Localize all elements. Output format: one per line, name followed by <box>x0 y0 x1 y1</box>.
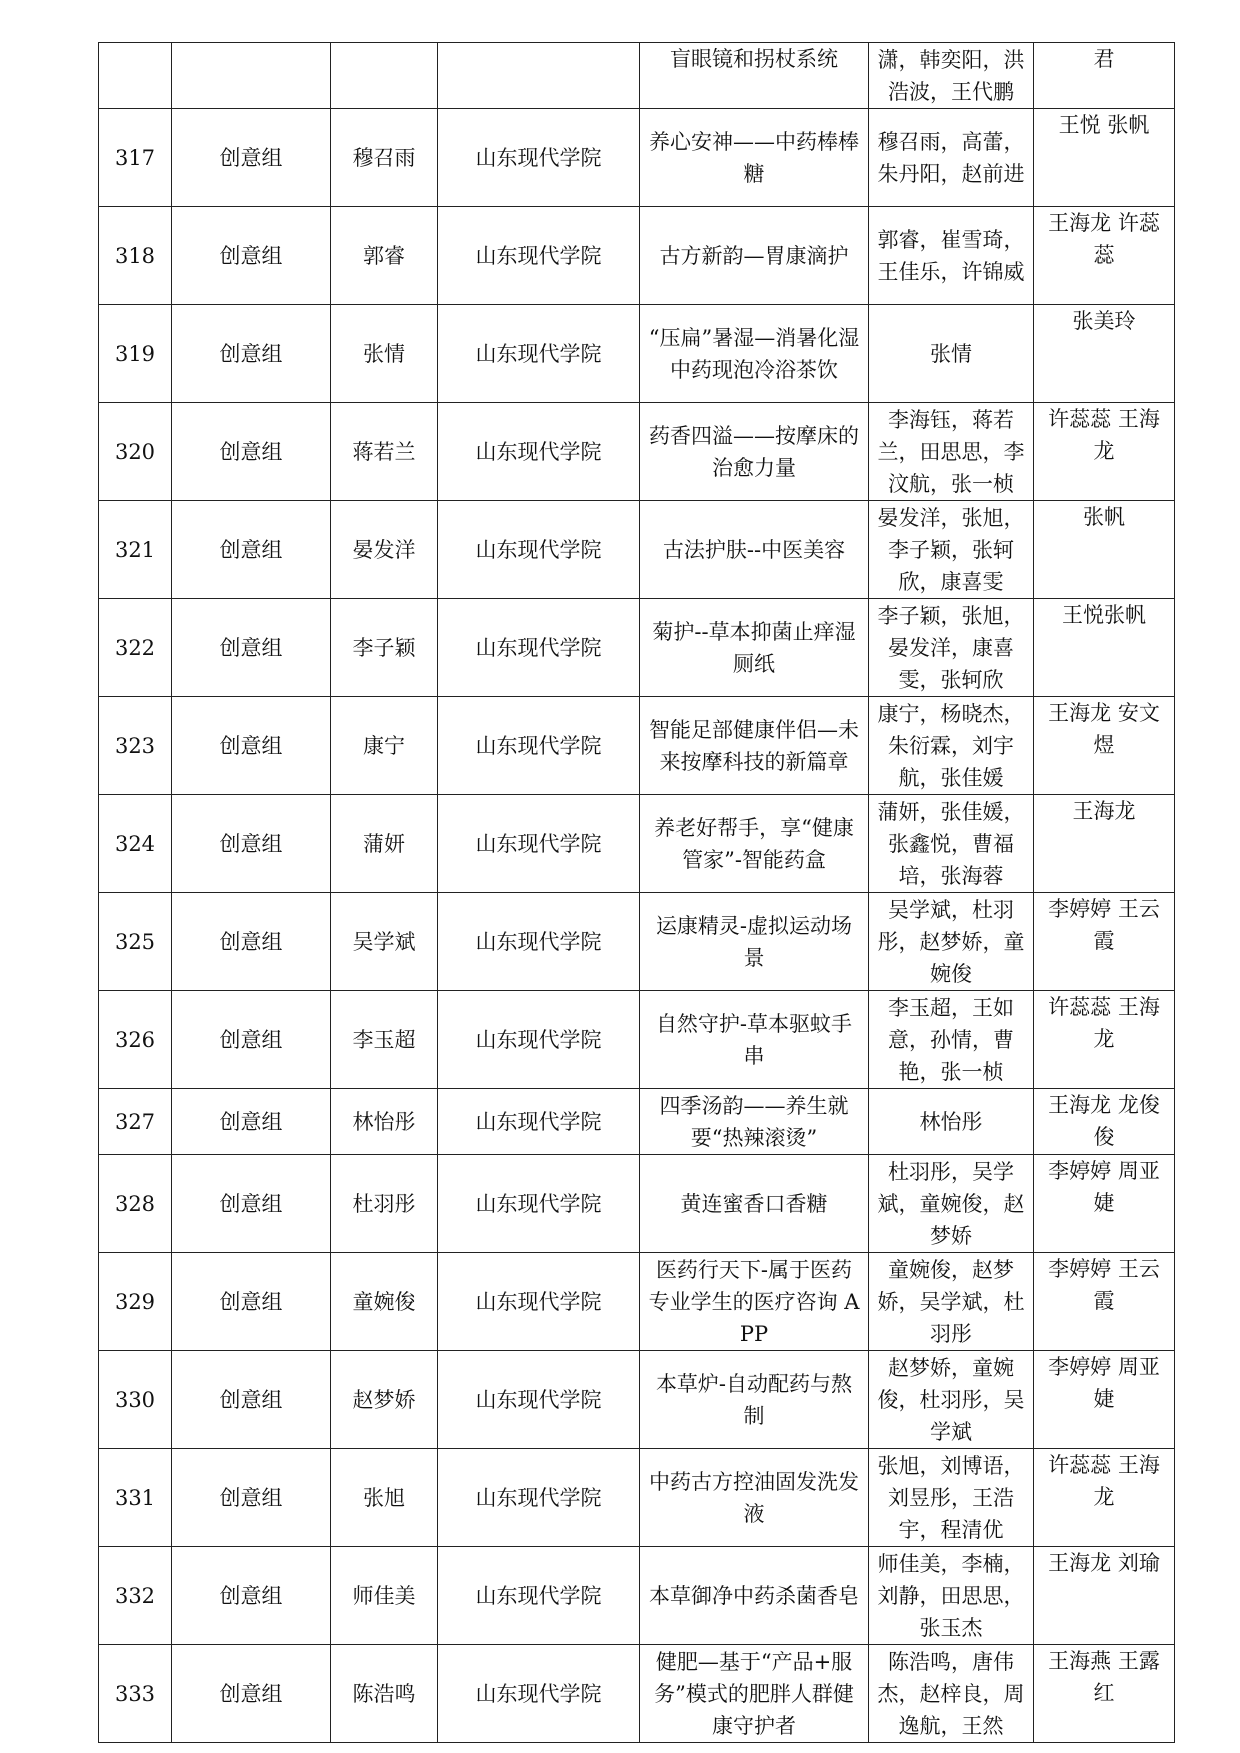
project-title-cell: 古方新韵—胃康滴护 <box>640 207 869 305</box>
advisor-cell: 李婷婷 周亚婕 <box>1034 1351 1175 1449</box>
project-title-cell: 盲眼镜和拐杖系统 <box>640 43 869 109</box>
entry-number-cell: 320 <box>99 403 172 501</box>
school-cell: 山东现代学院 <box>438 697 640 795</box>
advisor-cell: 许蕊蕊 王海龙 <box>1034 1449 1175 1547</box>
entry-number-cell: 332 <box>99 1547 172 1645</box>
project-title-cell: 古法护肤--中医美容 <box>640 501 869 599</box>
entry-number-cell: 331 <box>99 1449 172 1547</box>
leader-cell <box>331 43 438 109</box>
entry-number-cell: 319 <box>99 305 172 403</box>
table-row <box>99 403 1175 501</box>
members-cell: 康宁，杨晓杰，朱衍霖，刘宇航，张佳媛 <box>869 697 1034 795</box>
entry-number-cell: 318 <box>99 207 172 305</box>
entry-number-cell: 327 <box>99 1089 172 1155</box>
members-cell: 穆召雨，高蕾，朱丹阳，赵前进 <box>869 109 1034 207</box>
leader-cell: 郭睿 <box>331 207 438 305</box>
table-row <box>99 1155 1175 1253</box>
table-row <box>99 1253 1175 1351</box>
school-cell: 山东现代学院 <box>438 893 640 991</box>
project-title-cell: 四季汤韵——养生就要“热辣滚烫” <box>640 1089 869 1155</box>
school-cell: 山东现代学院 <box>438 1351 640 1449</box>
members-cell: 赵梦娇，童婉俊，杜羽彤，吴学斌 <box>869 1351 1034 1449</box>
group-cell: 创意组 <box>172 109 331 207</box>
leader-cell: 李子颖 <box>331 599 438 697</box>
table-row <box>99 1645 1175 1743</box>
project-title-cell: 本草炉-自动配药与熬制 <box>640 1351 869 1449</box>
group-cell: 创意组 <box>172 1089 331 1155</box>
group-cell: 创意组 <box>172 1449 331 1547</box>
school-cell: 山东现代学院 <box>438 1089 640 1155</box>
group-cell: 创意组 <box>172 991 331 1089</box>
school-cell <box>438 43 640 109</box>
advisor-cell: 王海龙 许蕊蕊 <box>1034 207 1175 305</box>
leader-cell: 张情 <box>331 305 438 403</box>
advisor-cell: 许蕊蕊 王海龙 <box>1034 403 1175 501</box>
advisor-cell: 张帆 <box>1034 501 1175 599</box>
table-row <box>99 305 1175 403</box>
school-cell: 山东现代学院 <box>438 991 640 1089</box>
leader-cell: 童婉俊 <box>331 1253 438 1351</box>
leader-cell: 师佳美 <box>331 1547 438 1645</box>
members-cell: 杜羽彤，吴学斌，童婉俊，赵梦娇 <box>869 1155 1034 1253</box>
entry-number-cell: 324 <box>99 795 172 893</box>
leader-cell: 蒲妍 <box>331 795 438 893</box>
project-title-cell: 运康精灵-虚拟运动场景 <box>640 893 869 991</box>
table-row <box>99 697 1175 795</box>
leader-cell: 林怡彤 <box>331 1089 438 1155</box>
members-cell: 张旭，刘博语，刘昱彤，王浩宇，程清优 <box>869 1449 1034 1547</box>
group-cell: 创意组 <box>172 305 331 403</box>
members-cell: 童婉俊，赵梦娇，吴学斌，杜羽彤 <box>869 1253 1034 1351</box>
members-cell: 李玉超，王如意，孙情，曹艳，张一桢 <box>869 991 1034 1089</box>
members-cell: 潇，韩奕阳，洪浩波，王代鹏 <box>869 43 1034 109</box>
leader-cell: 康宁 <box>331 697 438 795</box>
school-cell: 山东现代学院 <box>438 1253 640 1351</box>
advisor-cell: 许蕊蕊 王海龙 <box>1034 991 1175 1089</box>
advisor-cell: 君 <box>1034 43 1175 109</box>
entry-number-cell <box>99 43 172 109</box>
table-row <box>99 599 1175 697</box>
table-row <box>99 1547 1175 1645</box>
members-cell: 陈浩鸣，唐伟杰，赵梓良，周逸航，王然 <box>869 1645 1034 1743</box>
advisor-cell: 李婷婷 王云霞 <box>1034 893 1175 991</box>
school-cell: 山东现代学院 <box>438 599 640 697</box>
entry-number-cell: 328 <box>99 1155 172 1253</box>
advisor-cell: 王海龙 安文煜 <box>1034 697 1175 795</box>
school-cell: 山东现代学院 <box>438 109 640 207</box>
table-row <box>99 109 1175 207</box>
group-cell: 创意组 <box>172 1253 331 1351</box>
table-row <box>99 991 1175 1089</box>
leader-cell: 穆召雨 <box>331 109 438 207</box>
group-cell: 创意组 <box>172 1645 331 1743</box>
members-cell: 晏发洋，张旭，李子颖，张轲欣，康喜雯 <box>869 501 1034 599</box>
leader-cell: 晏发洋 <box>331 501 438 599</box>
entry-number-cell: 323 <box>99 697 172 795</box>
project-title-cell: 健肥—基于“产品+服务”模式的肥胖人群健康守护者 <box>640 1645 869 1743</box>
advisor-cell: 王海龙 刘瑜 <box>1034 1547 1175 1645</box>
advisor-cell: 王海龙 <box>1034 795 1175 893</box>
group-cell: 创意组 <box>172 599 331 697</box>
group-cell: 创意组 <box>172 795 331 893</box>
advisor-cell: 王海龙 龙俊俊 <box>1034 1089 1175 1155</box>
members-cell: 吴学斌，杜羽彤，赵梦娇，童婉俊 <box>869 893 1034 991</box>
school-cell: 山东现代学院 <box>438 1547 640 1645</box>
project-title-cell: 养心安神——中药棒棒糖 <box>640 109 869 207</box>
members-cell: 李子颖，张旭，晏发洋，康喜雯，张轲欣 <box>869 599 1034 697</box>
school-cell: 山东现代学院 <box>438 501 640 599</box>
advisor-cell: 李婷婷 周亚婕 <box>1034 1155 1175 1253</box>
advisor-cell: 李婷婷 王云霞 <box>1034 1253 1175 1351</box>
project-title-cell: 中药古方控油固发洗发液 <box>640 1449 869 1547</box>
school-cell: 山东现代学院 <box>438 795 640 893</box>
entry-number-cell: 317 <box>99 109 172 207</box>
advisor-cell: 张美玲 <box>1034 305 1175 403</box>
group-cell: 创意组 <box>172 501 331 599</box>
project-title-cell: 医药行天下-属于医药专业学生的医疗咨询 APP <box>640 1253 869 1351</box>
members-cell: 郭睿，崔雪琦，王佳乐，许锦威 <box>869 207 1034 305</box>
group-cell <box>172 43 331 109</box>
group-cell: 创意组 <box>172 207 331 305</box>
table-row <box>99 795 1175 893</box>
school-cell: 山东现代学院 <box>438 1155 640 1253</box>
project-title-cell: 智能足部健康伴侣—未来按摩科技的新篇章 <box>640 697 869 795</box>
school-cell: 山东现代学院 <box>438 305 640 403</box>
project-title-cell: 养老好帮手，享“健康管家”-智能药盒 <box>640 795 869 893</box>
entry-number-cell: 333 <box>99 1645 172 1743</box>
entry-number-cell: 322 <box>99 599 172 697</box>
project-title-cell: 本草御净中药杀菌香皂 <box>640 1547 869 1645</box>
project-title-cell: 菊护--草本抑菌止痒湿厕纸 <box>640 599 869 697</box>
leader-cell: 杜羽彤 <box>331 1155 438 1253</box>
table-row <box>99 1351 1175 1449</box>
school-cell: 山东现代学院 <box>438 1449 640 1547</box>
group-cell: 创意组 <box>172 1351 331 1449</box>
school-cell: 山东现代学院 <box>438 403 640 501</box>
leader-cell: 蒋若兰 <box>331 403 438 501</box>
members-cell: 李海钰，蒋若兰，田思思，李汶航，张一桢 <box>869 403 1034 501</box>
award-roster-table <box>98 42 1175 1743</box>
group-cell: 创意组 <box>172 1155 331 1253</box>
members-cell: 林怡彤 <box>869 1089 1034 1155</box>
project-title-cell: “压扁”暑湿—消暑化湿中药现泡冷浴茶饮 <box>640 305 869 403</box>
leader-cell: 李玉超 <box>331 991 438 1089</box>
leader-cell: 赵梦娇 <box>331 1351 438 1449</box>
project-title-cell: 药香四溢——按摩床的治愈力量 <box>640 403 869 501</box>
entry-number-cell: 321 <box>99 501 172 599</box>
group-cell: 创意组 <box>172 893 331 991</box>
leader-cell: 陈浩鸣 <box>331 1645 438 1743</box>
table-row <box>99 207 1175 305</box>
group-cell: 创意组 <box>172 697 331 795</box>
school-cell: 山东现代学院 <box>438 207 640 305</box>
leader-cell: 张旭 <box>331 1449 438 1547</box>
table-row <box>99 43 1175 109</box>
group-cell: 创意组 <box>172 403 331 501</box>
entry-number-cell: 325 <box>99 893 172 991</box>
members-cell: 张情 <box>869 305 1034 403</box>
members-cell: 蒲妍，张佳媛，张鑫悦，曹福培，张海蓉 <box>869 795 1034 893</box>
table-row <box>99 1089 1175 1155</box>
project-title-cell: 黄连蜜香口香糖 <box>640 1155 869 1253</box>
group-cell: 创意组 <box>172 1547 331 1645</box>
table-row <box>99 1449 1175 1547</box>
roster-body <box>99 43 1175 1743</box>
leader-cell: 吴学斌 <box>331 893 438 991</box>
members-cell: 师佳美，李楠，刘静，田思思，张玉杰 <box>869 1547 1034 1645</box>
table-row <box>99 893 1175 991</box>
entry-number-cell: 329 <box>99 1253 172 1351</box>
advisor-cell: 王悦张帆 <box>1034 599 1175 697</box>
entry-number-cell: 326 <box>99 991 172 1089</box>
school-cell: 山东现代学院 <box>438 1645 640 1743</box>
advisor-cell: 王海燕 王露红 <box>1034 1645 1175 1743</box>
entry-number-cell: 330 <box>99 1351 172 1449</box>
table-row <box>99 501 1175 599</box>
project-title-cell: 自然守护-草本驱蚊手串 <box>640 991 869 1089</box>
advisor-cell: 王悦 张帆 <box>1034 109 1175 207</box>
